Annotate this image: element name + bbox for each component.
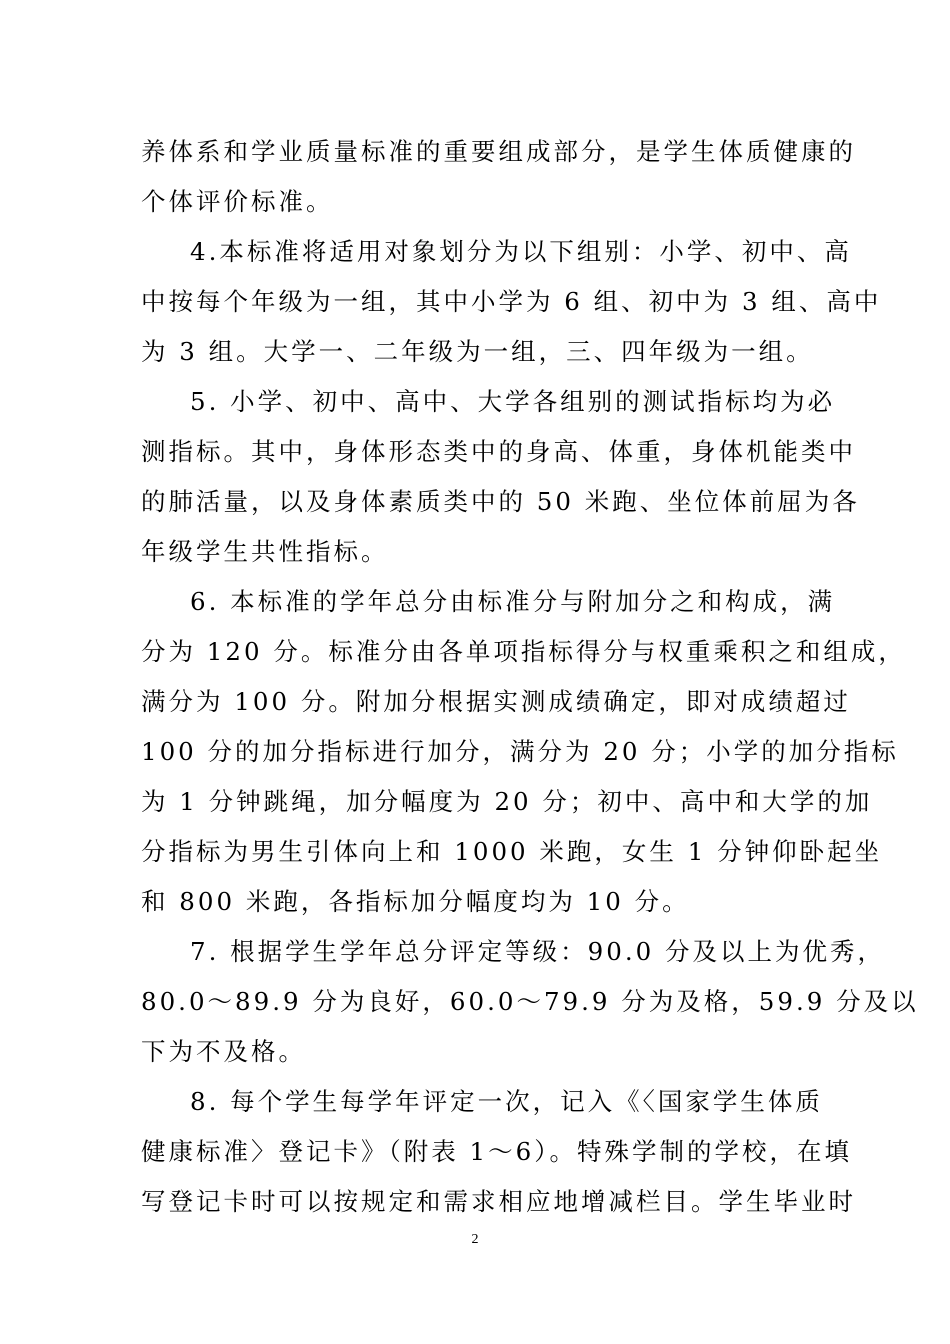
paragraph-line: 和 800 米跑，各指标加分幅度均为 10 分。 xyxy=(141,887,690,916)
paragraph-line: 健康标准〉登记卡》（附表 1～6）。特殊学制的学校，在填 xyxy=(141,1137,852,1166)
paragraph-line: 为 1 分钟跳绳，加分幅度为 20 分；初中、高中和大学的加 xyxy=(141,787,873,816)
paragraph-line: 写登记卡时可以按规定和需求相应地增减栏目。学生毕业时 xyxy=(141,1187,856,1216)
paragraph-line: 下为不及格。 xyxy=(141,1037,306,1066)
paragraph-line: 个体评价标准。 xyxy=(141,187,334,216)
paragraph-line: 分指标为男生引体向上和 1000 米跑，女生 1 分钟仰卧起坐 xyxy=(141,837,883,866)
paragraph-line: 7. 根据学生学年总分评定等级：90.0 分及以上为优秀， xyxy=(190,937,885,966)
paragraph-line: 8. 每个学生每学年评定一次，记入《〈国家学生体质 xyxy=(190,1087,823,1116)
paragraph-line: 养体系和学业质量标准的重要组成部分，是学生体质健康的 xyxy=(141,137,856,166)
paragraph-line: 80.0～89.9 分为良好，60.0～79.9 分为及格，59.9 分及以 xyxy=(141,987,919,1016)
paragraph-line: 100 分的加分指标进行加分，满分为 20 分；小学的加分指标 xyxy=(141,737,899,766)
paragraph-line: 分为 120 分。标准分由各单项指标得分与权重乘积之和组成， xyxy=(141,637,906,666)
paragraph-line: 中按每个年级为一组，其中小学为 6 组、初中为 3 组、高中 xyxy=(141,287,882,316)
paragraph-line: 5. 小学、初中、高中、大学各组别的测试指标均为必 xyxy=(190,387,836,416)
paragraph-line: 测指标。其中，身体形态类中的身高、体重，身体机能类中 xyxy=(141,437,856,466)
paragraph-line: 6. 本标准的学年总分由标准分与附加分之和构成，满 xyxy=(190,587,836,616)
paragraph-line: 满分为 100 分。附加分根据实测成绩确定，即对成绩超过 xyxy=(141,687,851,716)
page-number: 2 xyxy=(471,1232,479,1247)
paragraph-line: 为 3 组。大学一、二年级为一组，三、四年级为一组。 xyxy=(141,337,814,366)
paragraph-line: 年级学生共性指标。 xyxy=(141,537,389,566)
paragraph-line: 的肺活量，以及身体素质类中的 50 米跑、坐位体前屈为各 xyxy=(141,487,860,516)
paragraph-line: 4.本标准将适用对象划分为以下组别：小学、初中、高 xyxy=(190,237,852,266)
